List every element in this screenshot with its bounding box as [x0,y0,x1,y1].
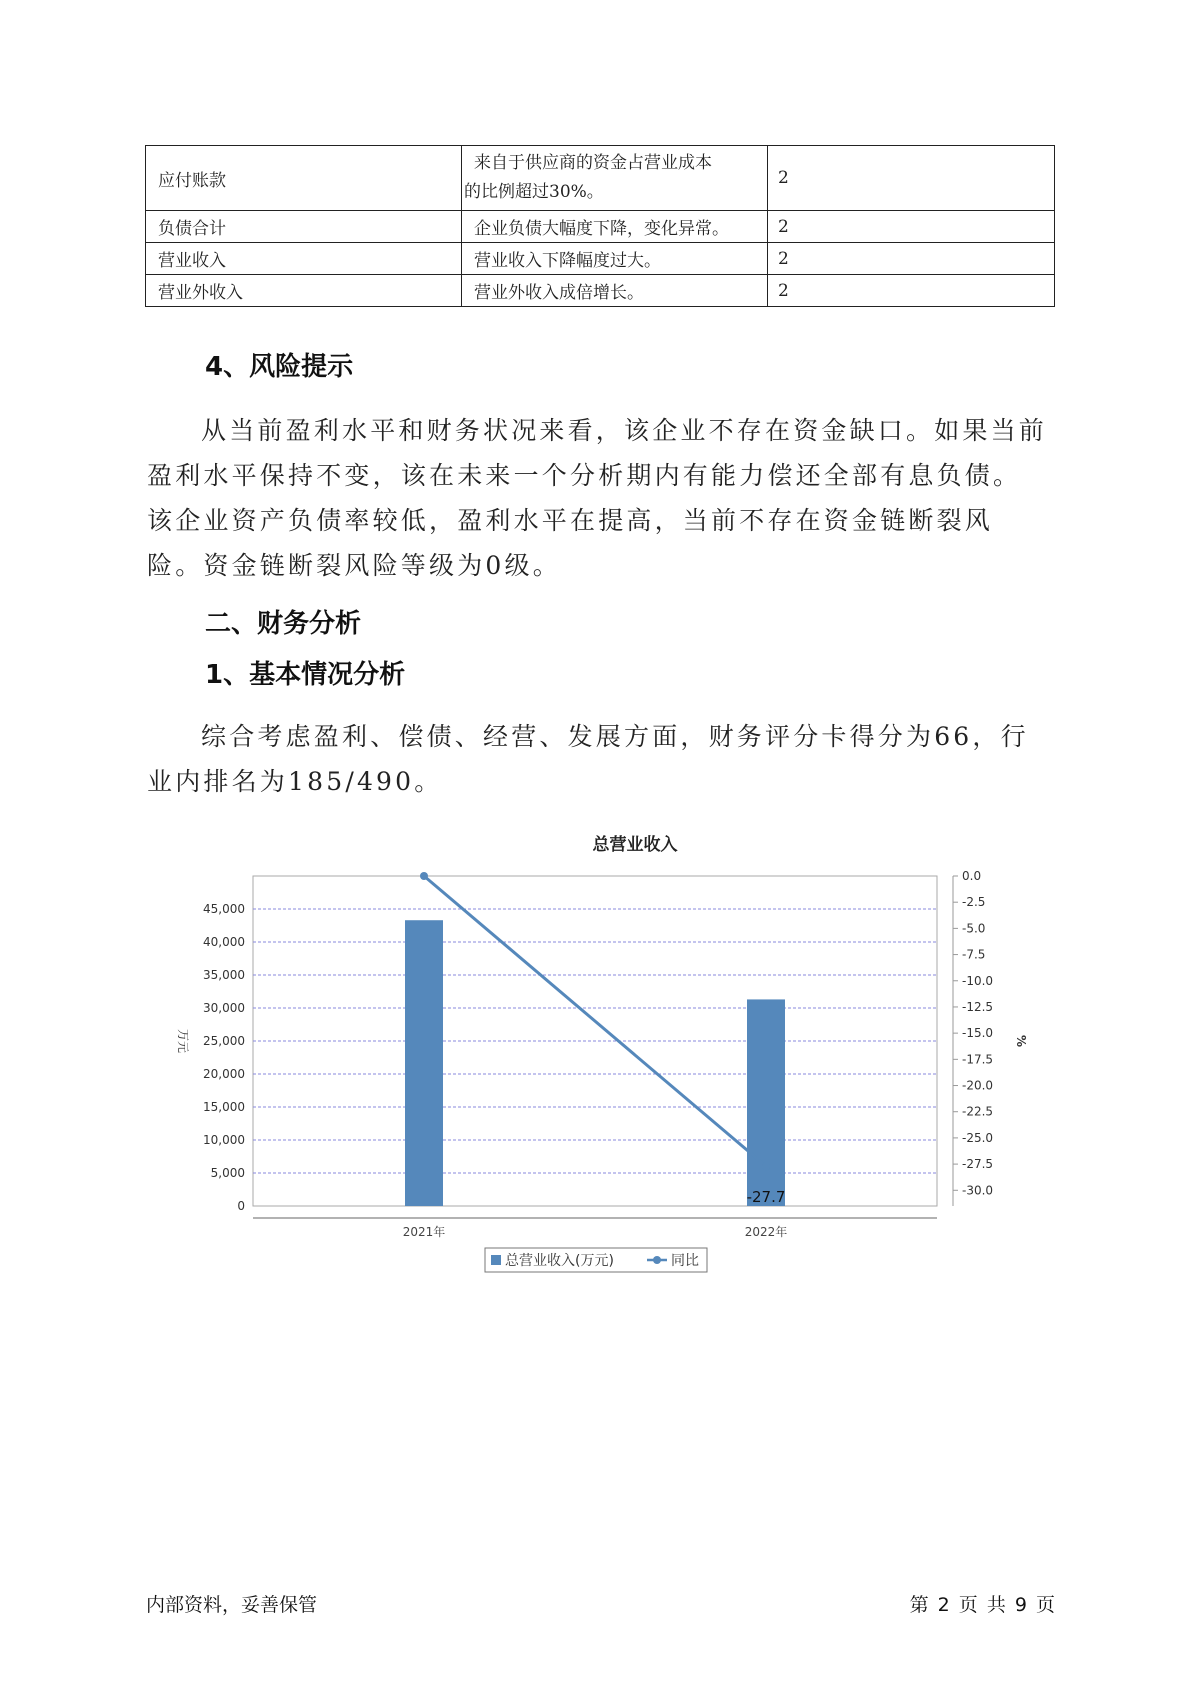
revenue-chart [160,828,1040,1288]
y-tick-label: 20,000 [203,1067,245,1081]
table-row [146,243,1055,275]
indicator-name: 营业收入 [146,243,462,275]
right-tick-label: -5.0 [962,921,986,936]
yoy-point [762,1162,770,1170]
right-tick-label: -27.5 [962,1157,994,1172]
indicator-name: 应付账款 [146,146,462,211]
right-tick-label: -17.5 [962,1052,994,1067]
table-row [146,146,1055,211]
x-tick-label: 2021年 [402,1225,446,1239]
legend-bar-swatch [491,1255,501,1265]
right-tick-label: -15.0 [962,1026,994,1041]
legend-entry-revenue: 总营业收入(万元) [505,1253,614,1269]
condition-line: 来自于供应商的资金占营业成本 [474,153,712,173]
page-number: 第 2 页 共 9 页 [909,1594,1055,1616]
y-tick-label: 30,000 [203,1001,245,1015]
indicator-name: 营业外收入 [146,275,462,307]
right-axis-label: % [1014,1034,1028,1048]
right-tick-label: -2.5 [962,895,986,910]
right-tick-label: -20.0 [962,1078,994,1093]
bar [747,999,785,1206]
right-tick-label: 0.0 [962,869,982,883]
indicator-condition [462,146,768,211]
risk-level: 2 [768,275,1055,307]
right-tick-label: -12.5 [962,999,994,1014]
table-row [146,275,1055,307]
basic-analysis-heading: 1、基本情况分析 [205,660,406,690]
right-tick-label: -10.0 [962,973,994,988]
yoy-point [420,872,428,880]
y-tick-label: 10,000 [203,1133,245,1147]
risk-level: 2 [768,211,1055,243]
risk-heading: 4、风险提示 [205,352,354,382]
yoy-line [424,876,766,1166]
legend-line-marker [653,1256,661,1264]
revenue-chart-svg [160,828,1040,1288]
right-tick-label: -22.5 [962,1104,994,1119]
condition-line: 的比例超过30%。 [464,182,604,202]
y-tick-label: 40,000 [203,935,245,949]
y-tick-label: 5,000 [210,1166,245,1180]
basic-analysis-paragraph: 综合考虑盈利、偿债、经营、发展方面，财务评分卡得分为66，行业内排名为185/490。 [147,722,1029,796]
data-label: -27.7 [746,1188,786,1207]
right-tick-label: -25.0 [962,1130,994,1145]
right-tick-label: -7.5 [962,947,986,962]
risk-indicator-table [145,145,1055,307]
y-tick-label: 15,000 [203,1100,245,1114]
risk-level: 2 [768,243,1055,275]
y-tick-label: 35,000 [203,968,245,982]
y-tick-label: 45,000 [203,902,245,916]
finance-heading: 二、财务分析 [205,609,362,639]
indicator-condition: 企业负债大幅度下降，变化异常。 [462,211,768,243]
footer-confidential-note: 内部资料，妥善保管 [146,1594,318,1616]
y-axis-label: 万元 [176,1028,190,1054]
indicator-condition: 营业外收入成倍增长。 [462,275,768,307]
indicator-name: 负债合计 [146,211,462,243]
risk-level: 2 [768,146,1055,211]
y-tick-label: 25,000 [203,1034,245,1048]
indicator-condition: 营业收入下降幅度过大。 [462,243,768,275]
risk-paragraph: 从当前盈利水平和财务状况来看，该企业不存在资金缺口。如果当前盈利水平保持不变，该在未来一个分析期内有能力偿还全部有息负债。该企业资产负债率较低，盈利水平在提高，当前不存在资金链断裂风险。资金链断裂风险等级为0级。 [147,416,1048,580]
right-tick-label: -30.0 [962,1183,994,1198]
x-tick-label: 2022年 [744,1225,788,1239]
bar [405,920,443,1206]
legend-entry-yoy: 同比 [671,1253,699,1269]
y-tick-label: 0 [237,1199,245,1213]
table-row [146,211,1055,243]
chart-title: 总营业收入 [592,835,678,855]
